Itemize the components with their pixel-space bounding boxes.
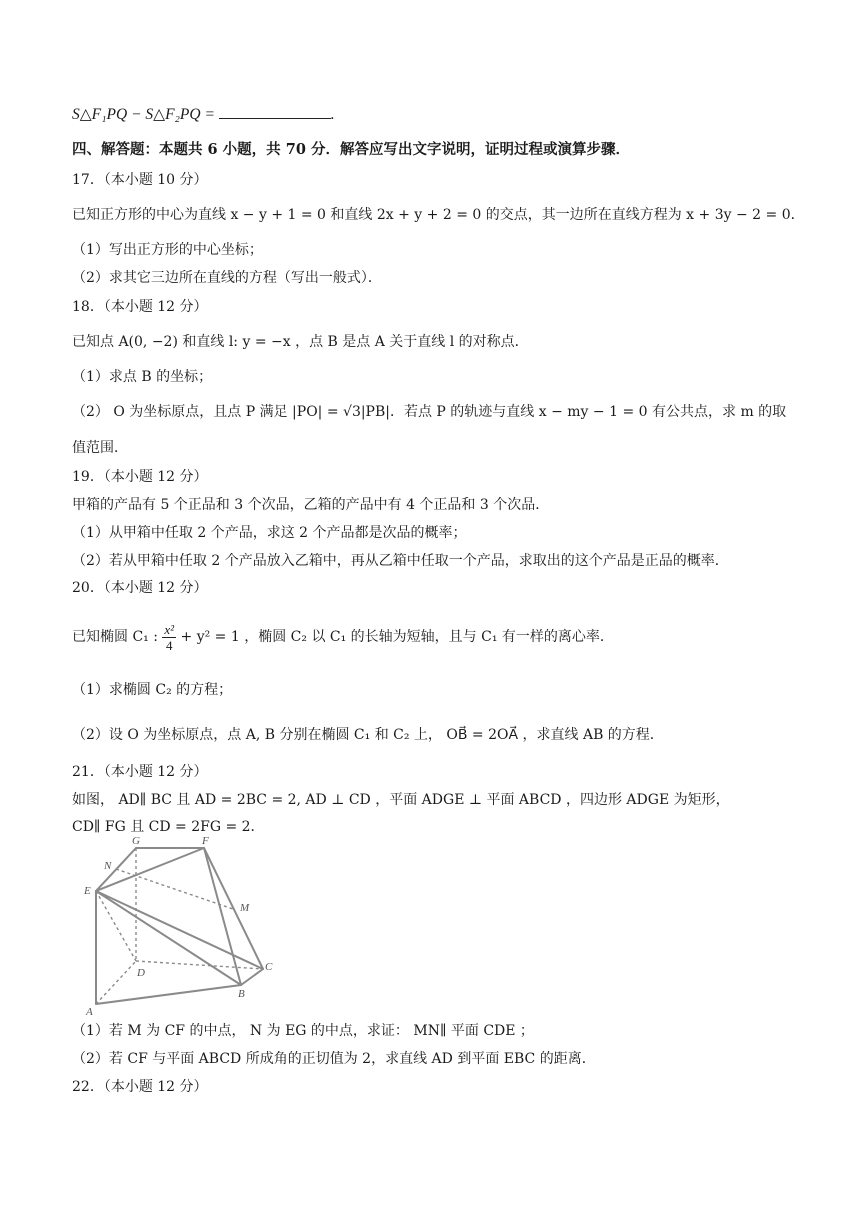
q19-stem: 甲箱的产品有 5 个正品和 3 个次品，乙箱的产品中有 4 个正品和 3 个次品． [72,497,550,513]
blank-question-line [72,104,335,125]
blank-end: . [330,106,335,123]
label-N: N [104,860,112,872]
label-B: B [238,988,245,1000]
label-E: E [84,885,91,897]
label-F: F [202,836,209,847]
q20-frac-num: x² [164,621,175,637]
q18-part1: （1）求点 B 的坐标； [72,369,213,385]
label-D: D [137,967,145,979]
q20-part1: （1）求椭圆 C₂ 的方程； [72,682,233,698]
q20-stem-b: + y² = 1 ，椭圆 C₂ 以 C₁ 的长轴为短轴，且与 C₁ 有一样的离心率． [176,629,614,645]
label-A: A [86,1006,93,1018]
q18-part2: （2） O 为坐标原点，且点 P 满足 |PO| = √3|PB|．若点 P 的轨迹与直线 x − my − 1 = 0 有公共点，求 m 的取 [72,404,787,420]
edge-EF [96,848,204,891]
q20-stem-a: 已知椭圆 C₁ : [72,629,163,645]
q21-stem1: 如图， AD∥ BC 且 AD = 2BC = 2, AD ⊥ CD ，平面 ADGE ⊥ 平面 ABCD ，四边形 ADGE 为矩形， [72,792,730,808]
blank-lhs: S△F₁PQ − S△F₂PQ = [72,106,215,123]
q20-fraction [162,622,176,653]
q18-part2-cont: 值范围． [72,440,128,456]
q18-stem: 已知点 A(0, −2) 和直线 l: y = −x ，点 B 是点 A 关于直线 l 的对称点． [72,334,529,350]
q19-part2: （2）若从甲箱中任取 2 个产品放入乙箱中，再从乙箱中任取一个产品，求取出的这个产品是正品的概率． [72,553,729,569]
q21-header: 21．（本小题 12 分） [72,764,208,780]
edge-AD-dashed [96,961,136,1004]
q19-part1: （1）从甲箱中任取 2 个产品，求这 2 个产品都是次品的概率； [72,525,467,541]
q20-frac-den: 4 [165,637,173,653]
label-G: G [132,836,140,847]
q21-stem2: CD∥ FG 且 CD = 2FG = 2． [72,819,265,835]
q21-part2: （2）若 CF 与平面 ABCD 所成角的正切值为 2，求直线 AD 到平面 EBC 的距离． [72,1051,596,1067]
edge-FC [204,848,263,969]
q20-stem [72,620,614,654]
edge-BC [241,969,263,985]
q19-header: 19．（本小题 12 分） [72,469,208,485]
edge-AB [96,985,241,1004]
q17-part1: （1）写出正方形的中心坐标； [72,242,263,258]
section-title: 四、解答题：本题共 6 小题，共 70 分．解答应写出文字说明，证明过程或演算步骤． [72,141,630,158]
q17-part2: （2）求其它三边所在直线的方程（写出一般式）． [72,270,382,286]
q18-header: 18．（本小题 12 分） [72,299,208,315]
q21-part1: （1）若 M 为 CF 的中点， N 为 EG 的中点，求证： MN∥ 平面 CDE ； [72,1023,534,1039]
answer-blank[interactable] [219,104,331,119]
edge-ED-dashed [96,891,136,961]
label-M: M [240,902,250,914]
q20-header: 20．（本小题 12 分） [72,580,208,596]
q17-stem: 已知正方形的中心为直线 x − y + 1 = 0 和直线 2x + y + 2 = 0 的交点，其一边所在直线方程为 x + 3y − 2 = 0． [72,207,805,223]
q20-part2: （2）设 O 为坐标原点，点 A, B 分别在椭圆 C₁ 和 C₂ 上， OB⃗ = 2OA⃗ ，求直线 AB 的方程． [72,727,664,743]
edge-EC [96,891,263,969]
label-C: C [265,961,273,973]
q22-header: 22．（本小题 12 分） [72,1079,208,1095]
q17-header: 17．（本小题 10 分） [72,172,208,188]
edge-DC-dashed [136,961,263,969]
geometry-figure [80,836,290,1020]
